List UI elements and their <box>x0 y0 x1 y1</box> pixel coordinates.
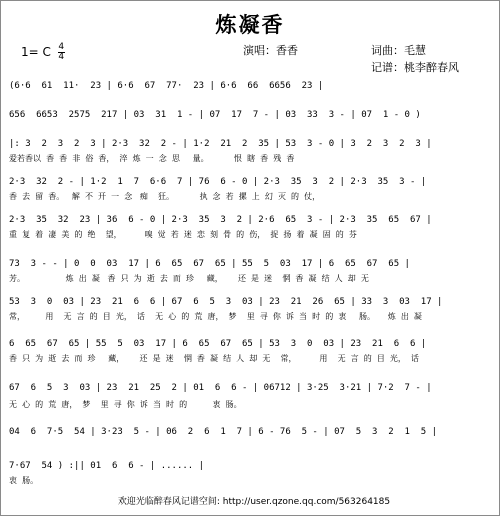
notation-line: 7·67 54 ) :|| 01 6 6 - | ...... | <box>9 461 205 471</box>
lyric-line: 常， 用 无 言 的 目 光， 话 无 心 的 荒 唐， 梦 里 寻 你 诉 当 时 的 衷 肠。 炼 出 凝 <box>9 312 422 321</box>
lyric-line: 衷 肠。 <box>9 476 39 485</box>
notation-line: 2·3 32 2 - | 1·2 1 7 6·6 7 | 76 6 - 0 | 2·3 35 3 2 | 2·3 35 3 - | <box>9 177 427 187</box>
composer-credit: 词曲：毛慧 <box>371 44 426 57</box>
notation-line: 656 6653 2575 217 | 03 31 1 - | 07 17 7 - | 03 33 3 - | 07 1 - 0 ) <box>9 110 421 120</box>
notation-line: 73 3 - - | 0 0 03 17 | 6 65 67 65 | 55 5 03 17 | 6 65 67 65 | <box>9 259 410 269</box>
time-signature <box>58 43 65 62</box>
notation-line: 2·3 35 32 23 | 36 6 - 0 | 2·3 35 3 2 | 2·6 65 3 - | 2·3 35 65 67 | <box>9 215 432 225</box>
song-title: 炼凝香 <box>215 12 285 37</box>
time-signature-bottom: 4 <box>58 52 65 62</box>
lyric-line: 芳。 炼 出 凝 香 只 为 逝 去 而 珍 藏， 还 是 迷 惘 香 凝 结 人 却 无 <box>9 274 369 283</box>
notation-line: 6 65 67 65 | 55 5 03 17 | 6 65 67 65 | 53 3 0 03 | 23 21 6 6 | <box>9 339 427 349</box>
transcriber-credit: 记谱：桃李醉春风 <box>371 61 459 74</box>
lyric-line: 香 只 为 逝 去 而 珍 藏， 还 是 迷 惘 香 凝 结 人 却 无 常， 用 无 言 的 目 光， 话 <box>9 354 420 363</box>
notation-line: 53 3 0 03 | 23 21 6 6 | 67 6 5 3 03 | 23 21 26 65 | 33 3 03 17 | <box>9 297 443 307</box>
notation-line: (6·6 61 11· 23 | 6·6 67 77· 23 | 6·6 66 6656 23 | <box>9 81 324 91</box>
lyric-line: 香 去 留 香。 解 不 开 一 念 痴 狂。 执 念 若 摞 上 幻 灭 的 仗， <box>9 192 321 201</box>
notation-line: |: 3 2 3 2 3 | 2·3 32 2 - | 1·2 21 2 35 | 53 3 - 0 | 3 2 3 2 3 | <box>9 139 432 149</box>
lyric-line: 无 心 的 荒 唐， 梦 里 寻 你 诉 当 时 的 衷 肠。 <box>9 400 242 409</box>
footer-note: 欢迎光临醉春风记谱空间: http://user.qzone.qq.com/563264185 <box>117 497 391 507</box>
key-signature <box>21 43 65 62</box>
notation-line: 04 6 7·5 54 | 3·23 5 - | 06 2 6 1 7 | 6 - 76 5 - | 07 5 3 2 1 5 | <box>9 427 438 437</box>
lyric-line: 重 复 着 凄 美 的 绝 望， 嗅 觉 若 迷 恋 刻 骨 的 伤， 捉 扬 着 凝 固 的 芬 <box>9 230 357 239</box>
lyric-line: 爱若香以 香 香 非 俗 香， 淬 炼 一 念 思 量。 恨 瞎 香 残 香 <box>9 154 295 163</box>
key-label: 1= C <box>21 45 51 59</box>
time-signature-top: 4 <box>58 42 65 52</box>
notation-line: 67 6 5 3 03 | 23 21 25 2 | 01 6 6 - | 06712 | 3·25 3·21 | 7·2 7 - | <box>9 383 432 393</box>
singer-credit: 演唱：香香 <box>243 44 298 57</box>
